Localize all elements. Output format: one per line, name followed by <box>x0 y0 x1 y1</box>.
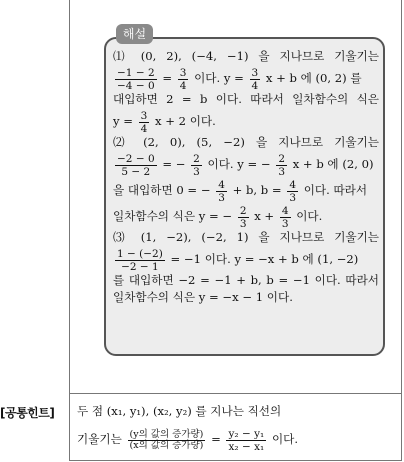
p3-frac1: $\frac{1 - (-2)}{-2 - 1}$ <box>117 247 163 273</box>
p2-frac2: $\frac{2}{3}$ <box>193 152 200 178</box>
p2-line4: 일차함수의 식은 y = − $\frac{2}{3}$ x + $\frac{4}{3}$ 이다. <box>113 204 323 230</box>
hint-frac1: $\frac{\text{(y의 값의 증가량)}}{\text{(x의 값의 증가량)}}$ <box>129 428 204 451</box>
hint-text <box>77 402 399 454</box>
p3-line2: $\frac{1 - (-2)}{-2 - 1}$ = −1 이다. y = −x + b 에 (1, −2) <box>117 247 359 273</box>
p2-frac5: $\frac{4}{3}$ <box>289 178 296 204</box>
p1-frac4: $\frac{3}{4}$ <box>140 109 148 135</box>
p1-line3: 대입하면 2 = b 이다. 따라서 일차함수의 식은 <box>113 92 379 106</box>
hint-divider <box>69 393 402 394</box>
p1-line1: ⑴ (0, 2), (−4, −1) 을 지나므로 기울기는 <box>113 49 379 63</box>
hint-frac2: $\frac{\text{y₂ − y₁}}{\text{x₂ − x₁}}$ <box>228 427 265 453</box>
p3-line3: 를 대입하면 −2 = −1 + b, b = −1 이다. 따라서 <box>113 273 379 287</box>
p2-line2: $\frac{-2 - 0}{5 - 2}$ = − $\frac{2}{3}$ 이다. y = − $\frac{2}{3}$ x + b 에 (2, 0) <box>117 152 374 178</box>
p1-frac1: $\frac{-1 - 2}{-4 - 0}$ <box>117 66 155 92</box>
hint-line2: 기울기는 $\frac{\text{(y의 값의 증가량)}}{\text{(x의 값의 증가량)}}$ = $\frac{\text{y₂ − y₁}}{\text{x₂ − x₁}}$ 이다. <box>77 427 299 453</box>
p1-frac2: $\frac{3}{4}$ <box>179 66 187 92</box>
p2-frac1: $\frac{-2 - 0}{5 - 2}$ <box>117 152 155 178</box>
p2-frac3: $\frac{2}{3}$ <box>278 152 286 178</box>
p1-line4: y = $\frac{3}{4}$ x + 2 이다. <box>113 109 216 135</box>
solution-text <box>113 48 379 306</box>
p2-frac4: $\frac{4}{3}$ <box>218 178 225 204</box>
hint-line1: 두 점 (x₁, y₁), (x₂, y₂) 를 지나는 직선의 <box>77 404 282 418</box>
p2-line3: 을 대입하면 0 = − $\frac{4}{3}$ + b, b = $\frac{4}{3}$ 이다. 따라서 <box>113 178 368 204</box>
hint-label: [공통힌트] <box>0 406 55 420</box>
p2-frac7: $\frac{4}{3}$ <box>281 204 289 230</box>
p3-line4: 일차함수의 식은 y = −x − 1 이다. <box>113 290 293 304</box>
p1-line2: $\frac{-1 - 2}{-4 - 0}$ = $\frac{3}{4}$ 이다. y = $\frac{3}{4}$ x + b 에 (0, 2) 를 <box>117 66 362 92</box>
p1-frac3: $\frac{3}{4}$ <box>251 66 259 92</box>
p2-line1: ⑵ (2, 0), (5, −2) 을 지나므로 기울기는 <box>113 135 379 149</box>
solution-tab-label: 해설 <box>116 24 153 44</box>
p2-frac6: $\frac{2}{3}$ <box>239 204 247 230</box>
p3-line1: ⑶ (1, −2), (−2, 1) 을 지나므로 기울기는 <box>113 230 379 244</box>
